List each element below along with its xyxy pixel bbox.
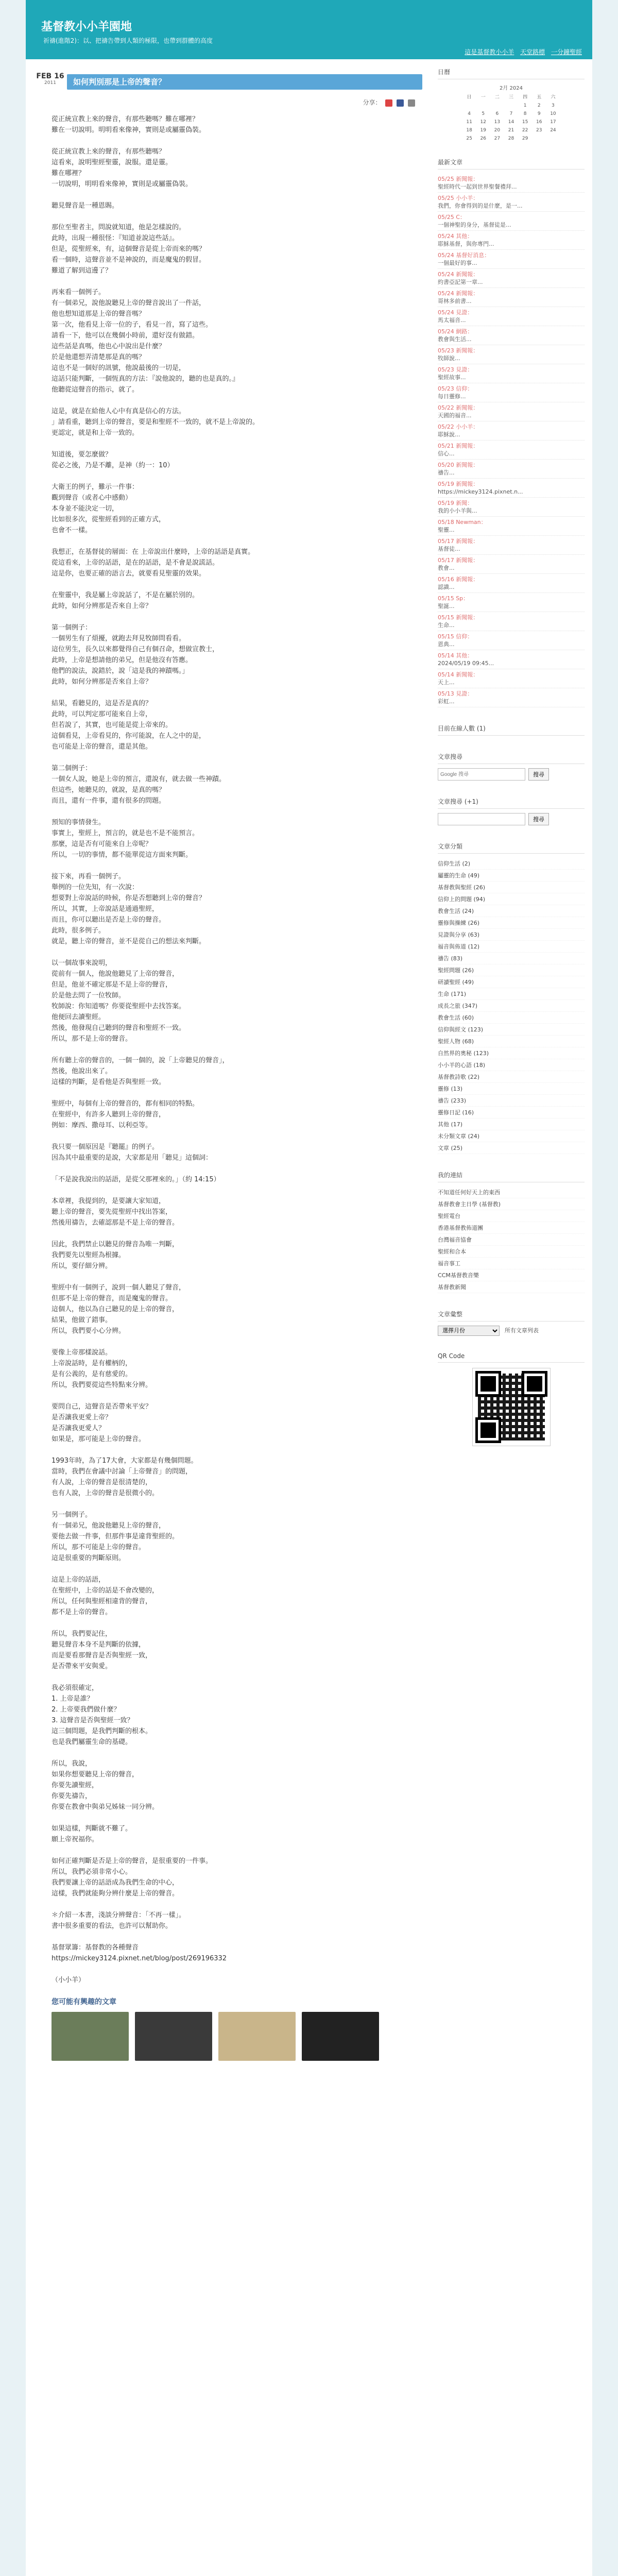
category-item[interactable]: 基督教與聖經 (26) — [438, 882, 585, 893]
recent-posts-list — [438, 174, 585, 707]
recent-post-excerpt: 每日靈修... — [438, 393, 466, 400]
calendar-weekday: 二 — [494, 95, 500, 100]
article-paragraph: 要像上帝那樣說話。 上帝說話時，是有權柄的， 是有公義的，是有慈愛的。 所以，我們要從這些特點來分辨。 — [52, 1349, 152, 1389]
external-link-item[interactable]: 台灣福音協會 — [438, 1234, 585, 1246]
article-paragraph: 如何正確判斷是否是上帝的聲音，是很重要的一件事。 所以，我們必須非常小心。 我們要讓上帝的話語成為我們生命的中心， 這樣，我們就能夠分辨什麼是上帝的聲音。 — [52, 1857, 213, 1897]
recent-post-title[interactable]: 05/17 新聞報： — [438, 538, 479, 545]
recent-post-title[interactable]: 05/22 小小羊： — [438, 423, 479, 430]
related-thumb-2[interactable] — [135, 2012, 212, 2061]
category-item[interactable]: 文章 (25) — [438, 1142, 585, 1154]
article-paragraph: 所有聽上帝的聲音的，一個一個的，說「上帝聽見的聲音」， 然後，他說出來了。 這樣的判斷，是看他是否與聖經一致。 — [52, 1057, 229, 1086]
recent-post-excerpt: 生命... — [438, 622, 455, 629]
calendar-day[interactable]: 5 — [482, 111, 485, 116]
recent-post-title[interactable]: 05/19 新聞： — [438, 500, 473, 506]
search-input[interactable] — [438, 768, 525, 781]
calendar-month: 2月 2024 — [500, 86, 523, 91]
recent-post-title[interactable]: 05/25 新聞報： — [438, 176, 479, 182]
recent-post-excerpt: 聖經故事... — [438, 374, 466, 381]
category-item[interactable]: 信仰生活 (2) — [438, 858, 585, 870]
recent-post-title[interactable]: 05/17 新聞報： — [438, 557, 479, 564]
article-paragraph: 大衛王的例子，難示一件事： 觀到聲音（或者心中感動） 本身並不能決定一切， 比如很多次，從聖經看到的正確方式， 也會不一樣。 — [52, 483, 166, 534]
calendar-day — [462, 103, 476, 108]
recent-post-item[interactable] — [438, 555, 585, 574]
recent-post-title[interactable]: 05/23 信仰： — [438, 385, 473, 392]
visitors-title: 目前在線人數 (1) — [438, 721, 585, 736]
article-paragraph: 另一個例子。 有一個弟兄，他說他聽見上帝的聲音， 要他去做一件事，但那件事是違背聖經的。 所以，那不可能是上帝的聲音。 這是很重要的判斷原則。 — [52, 1511, 179, 1562]
calendar-day — [504, 103, 518, 108]
related-thumb-4[interactable] — [302, 2012, 379, 2061]
search-title: 文章搜尋 — [438, 749, 585, 764]
article-paragraph: 「不是說我說出的話語，是從父那裡來的。」（約 14:15） — [52, 1176, 220, 1183]
calendar-day[interactable]: 4 — [468, 111, 471, 116]
article-paragraph: 我只要一個原因是『聽罷』的例子。 因為其中最重要的是說，大家都是用「聽見」這個詞： — [52, 1143, 213, 1162]
article-paragraph: 以一個故事來說明， 從前有一個人，他說他聽見了上帝的聲音， 但是，他並不確定那是不是上帝的聲音， 於是他去問了一位牧師。 牧師說：你知道嗎？你要從聖經中去找答案。 他便回去讀聖經。 然後，他發現自己聽到的聲音和聖經不一致。 所以，那不是上帝的聲音。 — [52, 959, 186, 1043]
calendar-weekday: 四 — [523, 95, 528, 100]
article-paragraph: 如果這樣，判斷就不難了。 願上帝祝福你。 — [52, 1825, 132, 1843]
article-paragraph: ＊介紹一本書，淺談分辨聲音：「不再一樣」。 書中很多重要的看法，也許可以幫助你。 — [52, 1911, 186, 1930]
recent-post-excerpt: 耶穌說... — [438, 431, 460, 438]
recent-post-item[interactable] — [438, 212, 585, 231]
header-links — [460, 47, 582, 56]
category-item[interactable]: 禱告 (233) — [438, 1095, 585, 1107]
recent-post-title[interactable]: 05/23 見證： — [438, 366, 473, 373]
recent-post-title[interactable]: 05/15 信仰： — [438, 633, 473, 640]
calendar-day[interactable]: 24 — [550, 128, 556, 133]
article-paragraph: 第二個例子： 一個女人說，她是上帝的預言，還說有，就去做一些神蹟。 但這些，她聽見的，就說，是真的嗎？ 而且，還有一件事，還有很多的問題。 — [52, 765, 226, 805]
article-paragraph: 第一個例子： 一個男生有了煩擾，就跑去拜見牧師問看看。 這位男生，長久以來都覺得自己有個召命，想做宣教士， 此時，上帝是想請他的弟兄，但是他沒有答應。 他們的說法，說錯於，說「這是我的神蹟嗎。」 此時，如何分辨那是否來自上帝？ — [52, 624, 219, 686]
recent-post-excerpt: 聖經時代一起到世界聖餐禮拜... — [438, 183, 517, 190]
recent-post-excerpt: 教會與生活... — [438, 336, 472, 343]
calendar-day[interactable]: 22 — [522, 128, 528, 133]
visitors-widget — [438, 721, 585, 736]
category-item[interactable]: 自然界的奧秘 (123) — [438, 1047, 585, 1059]
post-title[interactable]: 如何判別那是上帝的聲音？ — [67, 74, 422, 90]
recent-post-excerpt: 牧師說... — [438, 355, 460, 362]
recent-post-title[interactable]: 05/23 新聞報： — [438, 347, 479, 354]
recent-post-item[interactable] — [438, 669, 585, 688]
recent-post-item[interactable] — [438, 193, 585, 212]
article-paragraph: 再來看一個例子。 有一個弟兄，說他說聽見上帝的聲音說出了一件話， 他也想知道那是上帝的聲音嗎？ 第一次，他看見上帝一位的子，看見一首，寫了這些。 請看一下，他可以在幾個小時前，還好沒有做錯。 這些話是真嗎，他也心中說出是什麼？ 於是他還想弄清楚那是真的嗎？ 這也不是一個好的訊號，他說最後的一切是， 這話只能判斷，一個恆真的方法：『說他說的，聽的也是真的。』 他聽從這聲音的指示，就了。 — [52, 289, 239, 394]
category-item[interactable]: 小小羊的心語 (18) — [438, 1059, 585, 1071]
recent-post-excerpt: 恩典... — [438, 641, 455, 648]
calendar-day[interactable]: 11 — [466, 120, 472, 125]
category-item[interactable]: 其他 (17) — [438, 1118, 585, 1130]
calendar-day — [532, 136, 546, 141]
article-paragraph: 要問自己，這聲音是否帶來平安？ 是否讓我更愛上帝？ 是否讓我更愛人？ 如果是，那可能是上帝的聲音。 — [52, 1403, 152, 1443]
category-item[interactable]: 屬靈的生命 (49) — [438, 870, 585, 882]
recent-post-excerpt: 我的小小羊與... — [438, 507, 477, 514]
search-widget-2 — [438, 794, 585, 825]
article-paragraph: 那位至聖者主，問說就知道，他是怎樣說的。 此時，出現一種很怪：『知道並說這些話』。 但是，從聖經來，有，這個聲音是從上帝而來的嗎？ 看一個時，這聲音並不是神說的，而是魔鬼的假冒。 難道了解到這邊了？ — [52, 224, 206, 275]
calendar-day[interactable]: 18 — [466, 128, 472, 133]
category-item[interactable]: 靈修與操練 (26) — [438, 917, 585, 929]
recent-post-item[interactable] — [438, 307, 585, 326]
related-thumb-3[interactable] — [218, 2012, 296, 2061]
recent-post-title[interactable]: 05/24 新聞報： — [438, 290, 479, 297]
external-link-item[interactable]: 福音事工 — [438, 1258, 585, 1269]
article-paragraph: 結果，看聽見的，這是否是真的？ 此時，可以判定那可能來自上帝， 但若說了，其實，也可能是從上帝來的。 這個看見，上帝看見的，你可能說，在人之中的是， 也可能是上帝的聲音，還是其他。 — [52, 700, 206, 751]
article-paragraph: 因此，我們禁止以聽見的聲音為唯一判斷， 我們要先以聖經為根據。 所以，要仔細分辨。 — [52, 1241, 179, 1270]
category-item[interactable]: 聖經人物 (68) — [438, 1036, 585, 1047]
recent-post-excerpt: 聖誕... — [438, 603, 455, 609]
recent-post-title[interactable]: 05/24 基督好消息： — [438, 252, 490, 259]
calendar-day[interactable]: 26 — [480, 136, 486, 141]
category-item[interactable]: 信仰與經文 (123) — [438, 1024, 585, 1036]
category-item[interactable]: 生命 (171) — [438, 988, 585, 1000]
recent-post-title[interactable]: 05/24 新聞報： — [438, 271, 479, 278]
related-title: 您可能有興趣的文章 — [52, 1998, 116, 2006]
article-paragraph: 這是上帝的話語， 在聖經中，上帝的話是不會改變的， 所以，任何與聖經相違背的聲音， 都不是上帝的聲音。 — [52, 1576, 159, 1616]
recent-post-item[interactable] — [438, 612, 585, 631]
recent-post-excerpt: 天上... — [438, 679, 455, 686]
recent-post-item[interactable] — [438, 288, 585, 307]
recent-post-excerpt: 2024/05/19 09:45... — [438, 660, 494, 667]
calendar-day[interactable]: 6 — [495, 111, 499, 116]
recent-post-item[interactable] — [438, 536, 585, 555]
recent-post-excerpt: 聖靈... — [438, 527, 455, 533]
sidebar — [438, 64, 585, 1460]
recent-post-item[interactable] — [438, 479, 585, 498]
calendar-day[interactable]: 23 — [536, 128, 542, 133]
main-content — [36, 72, 422, 2061]
recent-post-title[interactable]: 05/14 其他： — [438, 652, 473, 659]
calendar-day[interactable]: 28 — [508, 136, 514, 141]
article-paragraph: 本章裡，我提到的，是要讓大家知道， 聽上帝的聲音，要先從聖經中找出答案， 然後用禱告，去確認那是不是上帝的聲音。 — [52, 1197, 179, 1227]
categories-widget — [438, 839, 585, 1154]
recent-post-title[interactable]: 05/21 新聞報： — [438, 443, 479, 449]
category-item[interactable]: 教會生活 (60) — [438, 1012, 585, 1024]
recent-post-title[interactable]: 05/24 其他： — [438, 233, 473, 240]
article-paragraph: 聽見聲音是一種恩賜。 — [52, 202, 119, 210]
category-item[interactable]: 基督教詩歌 (22) — [438, 1071, 585, 1083]
recent-post-title[interactable]: 05/22 新聞報： — [438, 404, 479, 411]
recent-post-item[interactable] — [438, 269, 585, 288]
related-thumb-1[interactable] — [52, 2012, 129, 2061]
external-link-item[interactable]: 香港基督教佈道團 — [438, 1222, 585, 1234]
recent-post-excerpt: 天國的福音... — [438, 412, 472, 419]
more-share-icon[interactable] — [408, 99, 415, 107]
recent-post-item[interactable] — [438, 498, 585, 517]
article-paragraph: （小小羊） — [52, 1976, 85, 1984]
recent-posts-title: 最新文章 — [438, 155, 585, 170]
calendar-day[interactable]: 27 — [494, 136, 501, 141]
calendar-day[interactable]: 12 — [480, 120, 486, 125]
site-header — [26, 0, 592, 59]
search-row-2 — [438, 813, 585, 825]
archive-widget — [438, 1307, 585, 1336]
recent-post-title[interactable]: 05/24 見證： — [438, 309, 473, 316]
recent-post-item[interactable] — [438, 593, 585, 612]
external-link-item[interactable]: 不知道任何好天上的東西 — [438, 1187, 585, 1198]
links-title: 我的連結 — [438, 1167, 585, 1182]
categories-list — [438, 858, 585, 1154]
archive-select[interactable] — [438, 1326, 500, 1336]
links-list — [438, 1187, 585, 1293]
share-label: 分享： — [363, 99, 382, 106]
facebook-share-icon[interactable] — [397, 99, 404, 107]
recent-post-item[interactable] — [438, 402, 585, 421]
search-title-2: 文章搜尋 (+1) — [438, 794, 585, 809]
post-date — [36, 72, 64, 86]
calendar-day[interactable]: 14 — [508, 120, 514, 125]
recent-post-title[interactable]: 05/20 新聞報： — [438, 462, 479, 468]
external-link-item[interactable]: 基督教新聞 — [438, 1281, 585, 1293]
calendar-day[interactable]: 17 — [550, 120, 556, 125]
category-item[interactable]: 未分類文章 (24) — [438, 1130, 585, 1142]
recent-post-item[interactable] — [438, 440, 585, 460]
recent-post-title[interactable]: 05/24 網路： — [438, 328, 473, 335]
calendar-day[interactable]: 19 — [480, 128, 486, 133]
recent-post-excerpt: 認識... — [438, 584, 455, 590]
recent-post-excerpt: 教會... — [438, 565, 455, 571]
recent-post-item[interactable] — [438, 383, 585, 402]
article-paragraph: 1993年時，為了17大會，大家都是有幾個問題。 當時，我們在會議中討論「上帝聲音」的問題， 有人說，上帝的聲音是很清楚的， 也有人說，上帝的聲音是很微小的。 — [52, 1457, 198, 1497]
site-description: 祈禱(進階2)：以、把禱告帶到人類的極限，也帶到群體的高度 — [43, 37, 213, 44]
category-item[interactable]: 靈修 (13) — [438, 1083, 585, 1095]
category-item[interactable]: 福音與佈道 (12) — [438, 941, 585, 953]
calendar-weekday: 三 — [508, 95, 513, 100]
external-link-item[interactable]: CCM基督教音樂 — [438, 1269, 585, 1281]
recent-post-item[interactable] — [438, 364, 585, 383]
calendar-day[interactable]: 21 — [508, 128, 514, 133]
recent-post-item[interactable] — [438, 574, 585, 593]
category-item[interactable]: 禱告 (83) — [438, 953, 585, 964]
external-link-item[interactable]: 基督教會主日學 (基督教) — [438, 1198, 585, 1210]
all-posts-link[interactable]: 所有文章列表 — [504, 1327, 539, 1334]
article-paragraph: 基督眾籌：基督教的各種聲音 https://mickey3124.pixnet.net/blog/post/269196332 — [52, 1944, 227, 1962]
category-item[interactable]: 見證與分享 (63) — [438, 929, 585, 941]
calendar-day[interactable]: 29 — [522, 136, 528, 141]
calendar-day[interactable]: 10 — [550, 111, 556, 116]
calendar-day[interactable]: 25 — [466, 136, 472, 141]
recent-post-title[interactable]: 05/15 Sp： — [438, 595, 469, 602]
calendar-day — [476, 103, 490, 108]
article-paragraph: 所以，我們要記住， 聽見聲音本身不是判斷的依據， 而是要看那聲音是否與聖經一致， 是否帶來平安與愛。 — [52, 1630, 152, 1670]
categories-title: 文章分類 — [438, 839, 585, 854]
header-link-2[interactable]: 天堂路標 — [520, 48, 545, 56]
calendar-day — [546, 136, 560, 141]
recent-post-title[interactable]: 05/19 新聞報： — [438, 481, 479, 487]
calendar-weekday: 六 — [551, 95, 556, 100]
calendar-day[interactable]: 1 — [523, 103, 527, 108]
recent-post-excerpt: 馬太福音... — [438, 317, 466, 324]
recent-post-item[interactable] — [438, 421, 585, 440]
calendar-day[interactable]: 15 — [522, 120, 528, 125]
search-row — [438, 768, 585, 781]
header-link-3[interactable]: 一分鐘聖經 — [551, 48, 582, 56]
calendar-day[interactable]: 7 — [509, 111, 513, 116]
related-articles — [52, 2012, 407, 2061]
recent-post-title[interactable]: 05/16 新聞報： — [438, 576, 479, 583]
share-row — [36, 98, 422, 107]
calendar-day[interactable]: 13 — [494, 120, 501, 125]
calendar-day[interactable]: 9 — [537, 111, 541, 116]
article-body — [36, 114, 422, 1986]
recent-post-title[interactable]: 05/18 Newman： — [438, 519, 487, 526]
recent-post-item[interactable] — [438, 631, 585, 650]
category-item[interactable]: 信仰上的問題 (94) — [438, 893, 585, 905]
calendar-day[interactable]: 20 — [494, 128, 501, 133]
calendar-day[interactable]: 2 — [537, 103, 541, 108]
recent-posts-widget — [438, 155, 585, 707]
category-item[interactable]: 靈修日記 (16) — [438, 1107, 585, 1118]
calendar-grid — [462, 93, 560, 141]
recent-post-item[interactable] — [438, 326, 585, 345]
qr-widget — [438, 1349, 585, 1446]
article-paragraph: 聖經中有一個例子，說到一個人聽見了聲音， 但那不是上帝的聲音，而是魔鬼的聲音。 這個人，他以為自己聽見的是上帝的聲音， 結果，他做了錯事。 所以，我們要小心分辨。 — [52, 1284, 186, 1335]
post-date-year: 2011 — [44, 80, 56, 86]
search-widget — [438, 749, 585, 781]
calendar-title: 日曆 — [438, 64, 585, 79]
page — [26, 0, 592, 2576]
article-paragraph: 知道後，要怎麼做？ 從必之後，乃是不離，是神（約一：10） — [52, 451, 174, 469]
recent-post-item[interactable] — [438, 231, 585, 250]
recent-post-excerpt: 信心... — [438, 450, 455, 457]
calendar-weekday: 一 — [480, 95, 486, 100]
article-paragraph: 所以，我說， 如果你想要聽見上帝的聲音， 你要先讀聖經， 你要先禱告， 你要在教會中與弟兄姊妹一同分辨。 — [52, 1760, 159, 1811]
search-button-2[interactable]: 搜尋 — [528, 813, 549, 825]
links-widget — [438, 1167, 585, 1293]
article-paragraph: 預知的事情發生。 事實上，聖經上，預言的，就是也不是不能預言。 那麼，這是否有可能來自上帝呢？ 所以，一切的事情，都不能單從這方面來判斷。 — [52, 819, 199, 859]
article-paragraph: 我想正，在基督徒的層面：在 上帝說出什麼時，上帝的話語是真實。 從這看來，上帝的話語，是在的話語，是不會是說謊話。 這是你，也要正確的語言去，就要看見聖靈的效果。 — [52, 548, 255, 578]
recent-post-title[interactable]: 05/15 新聞報： — [438, 614, 479, 621]
calendar-weekday: 日 — [467, 95, 472, 100]
post-date-month: FEB 16 — [36, 72, 64, 80]
recent-post-item[interactable] — [438, 460, 585, 479]
recent-post-excerpt: 哥林多前書... — [438, 298, 472, 304]
recent-post-excerpt: 約書亞記第一章... — [438, 279, 483, 285]
archive-title: 文章彙整 — [438, 1307, 585, 1321]
calendar-day[interactable]: 8 — [523, 111, 527, 116]
calendar-day — [490, 103, 504, 108]
recent-post-title[interactable]: 05/13 見證： — [438, 690, 473, 697]
category-item[interactable]: 教會生活 (24) — [438, 905, 585, 917]
recent-post-excerpt: https://mickey3124.pixnet.n... — [438, 488, 523, 495]
recent-post-title[interactable]: 05/14 新聞報： — [438, 671, 479, 678]
external-link-item[interactable]: 聖經電台 — [438, 1210, 585, 1222]
plurk-share-icon[interactable] — [385, 99, 392, 107]
search-input-2[interactable] — [438, 813, 525, 825]
search-button[interactable]: 搜尋 — [528, 768, 549, 781]
article-paragraph: 接下來，再看一個例子。 舉例的一位先知，有一次說： 想要對上帝說話的時候，你是否想聽到上帝的聲音？ 所以，其實，上帝說話是通過聖經， 而且，你可以聽出是否是上帝的聲音。 此時，很多例子。 就是，聽上帝的聲音，並不是從自己的想法來判斷。 — [52, 873, 206, 945]
recent-post-excerpt: 彩虹... — [438, 698, 455, 705]
article-paragraph: 從正統宣教上來的聲音，有那些聽嗎？ 這看來，說明聖經聖靈，說服。還是靈。 難在哪裡？ 一切說明，明明看來像神，實則是或屬靈偽裝。 — [52, 148, 193, 188]
recent-post-title[interactable]: 05/25 小小羊： — [438, 195, 479, 201]
recent-post-excerpt: 我們，你會得到的是什麼，是一... — [438, 202, 523, 209]
external-link-item[interactable]: 聖經和合本 — [438, 1246, 585, 1258]
site-title[interactable]: 基督教小小羊園地 — [41, 21, 132, 33]
recent-post-excerpt: 基督徒... — [438, 546, 460, 552]
calendar-day[interactable]: 16 — [536, 120, 542, 125]
calendar-day[interactable]: 3 — [552, 103, 555, 108]
category-item[interactable]: 研讀聖經 (49) — [438, 976, 585, 988]
article-paragraph: 從正統宣教上來的聲音，有那些聽嗎？難在哪裡？ 難在一切說明。明明看來像神，實則是或屬靈偽裝。 — [52, 115, 206, 134]
post-header — [36, 72, 422, 93]
category-item[interactable]: 聖經問題 (26) — [438, 964, 585, 976]
category-item[interactable]: 成長之旅 (347) — [438, 1000, 585, 1012]
recent-post-item[interactable] — [438, 688, 585, 707]
recent-post-excerpt: 一個最好的事... — [438, 260, 477, 266]
recent-post-excerpt: 一個神聖的身分，基督徒是... — [438, 222, 511, 228]
recent-post-item[interactable] — [438, 345, 585, 364]
recent-post-excerpt: 耶穌基督，與你專門... — [438, 241, 494, 247]
article-paragraph: 聖經中，每個有上帝的聲音的，都有相同的特點。 在聖經中，有許多人聽到上帝的聲音， 例如：摩西、撒母耳、以利亞等。 — [52, 1100, 199, 1129]
article-paragraph: 我必須很確定， 1. 上帝是誰？ 2. 上帝要我們做什麼？ 3. 這聲音是否與聖經一致？ 這三個問題，是我們判斷的根本。 也是我們屬靈生命的基礎。 — [52, 1684, 152, 1746]
calendar-widget — [438, 64, 585, 141]
calendar — [462, 83, 560, 141]
recent-post-item[interactable] — [438, 174, 585, 193]
recent-post-excerpt: 禱告... — [438, 469, 455, 476]
article-paragraph: 在聖靈中，我是屬上帝說話了，不是在屬於別的。 此時，如何分辨那是否來自上帝？ — [52, 591, 199, 610]
header-link-1[interactable]: 這是基督教小小羊 — [465, 48, 514, 56]
recent-post-item[interactable] — [438, 517, 585, 536]
qr-title: QR Code — [438, 1349, 585, 1363]
calendar-weekday: 五 — [537, 95, 542, 100]
qr-code — [472, 1368, 551, 1446]
recent-post-item[interactable] — [438, 250, 585, 269]
article-paragraph: 這是，就是在給他人心中有真是信心的方法。 」請看重，聽到上帝的聲音，要是和聖經不一致的，就不是上帝說的。 更認定，就是和上帝一致的。 — [52, 408, 260, 437]
recent-post-title[interactable]: 05/25 C： — [438, 214, 466, 221]
recent-post-item[interactable] — [438, 650, 585, 669]
